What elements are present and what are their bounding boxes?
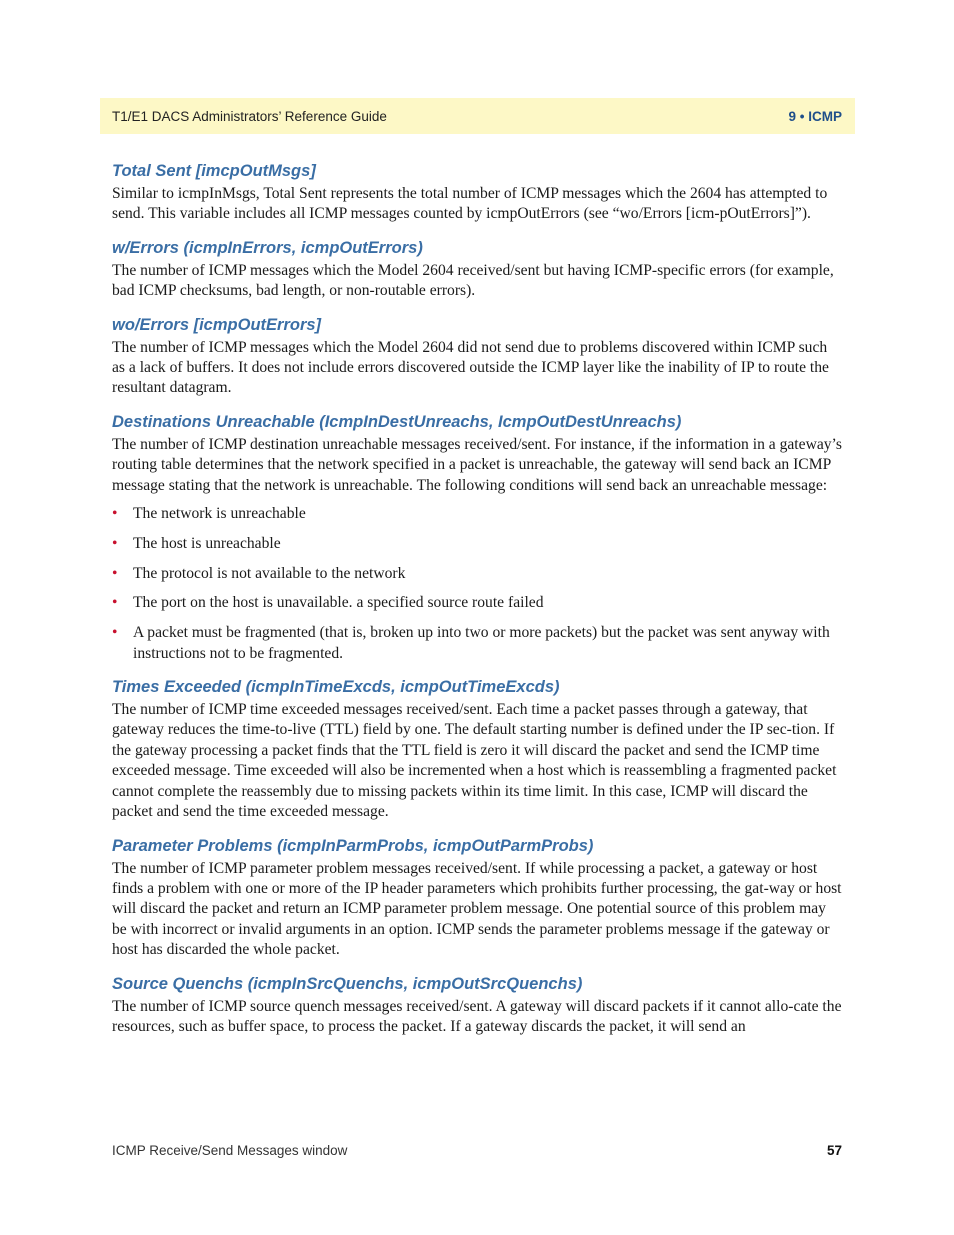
section-paragraph: The number of ICMP destination unreachable messages received/sent. For instance, if the information in a gateway’s routing table determines that the network specified in a packet is unreachable, the gateway will send back an ICMP message stating that the network is unreachable. The following conditions will send back an unreachable message:: [112, 435, 842, 494]
bullet-icon: •: [112, 624, 118, 642]
section-heading: w/Errors (icmpInErrors, icmpOutErrors): [112, 238, 423, 257]
section-paragraph: The number of ICMP messages which the Model 2604 did not send due to problems discovered within ICMP such as a lack of buffers. It does not include errors discovered outside the ICMP layer like the inability of IP to route the resultant datagram.: [112, 338, 829, 397]
section-heading: Times Exceeded (icmpInTimeExcds, icmpOutTimeExcds): [112, 678, 560, 697]
section-paragraph: The number of ICMP time exceeded messages received/sent. Each time a packet passes through a gateway, that gateway reduces the time-to-live (TTL) field by one. The default starting number is defined under the IP sec-tion. If the gateway processing a packet finds that the TTL field is zero it will discard the packet and send the ICMP time exceeded message. Time exceeded will also be incremented when a host which is reassembling a fragmented packet cannot complete the reassembly due to missing packets within its time limit. In this case, ICMP will discard the packet and send the time exceeded message.: [112, 701, 837, 821]
bullet-icon: •: [112, 594, 118, 612]
list-item: • The host is unreachable: [112, 534, 844, 554]
section-heading: Destinations Unreachable (IcmpInDestUnreachs, IcmpOutDestUnreachs): [112, 412, 682, 431]
section-with-errors: [112, 237, 844, 302]
section-heading: Source Quenchs (icmpInSrcQuenchs, icmpOutSrcQuenchs): [112, 974, 583, 993]
page-number: 57: [826, 1143, 842, 1158]
footer-section-title: ICMP Receive/Send Messages window: [112, 1143, 348, 1158]
document-title: T1/E1 DACS Administrators’ Reference Guide: [112, 108, 387, 124]
section-paragraph: The number of ICMP parameter problem messages received/sent. If while processing a packet, a gateway or host finds a problem with one or more of the IP header parameters which prohibits further processing, the gat-way or host will discard the packet and return an ICMP parameter problem message. One potential source of this problem may be with incorrect or invalid arguments in an option. ICMP sends the parameter problems message if the gateway or host has discarded the whole packet.: [112, 859, 842, 959]
bullet-list: [112, 504, 844, 664]
section-paragraph: The number of ICMP source quench messages received/sent. A gateway will discard packets if it cannot allo-cate the resources, such as buffer space, to process the packet. If a gateway discards the packet, it will send an: [112, 997, 842, 1035]
section-times-exceeded: [112, 676, 844, 822]
section-heading: Parameter Problems (icmpInParmProbs, icmpOutParmProbs): [112, 836, 594, 855]
running-footer: [112, 1143, 842, 1158]
list-item: • The protocol is not available to the network: [112, 564, 844, 584]
section-paragraph: The number of ICMP messages which the Model 2604 received/sent but having ICMP-specific errors (for example, bad ICMP checksums, bad length, or non-routable errors).: [112, 261, 834, 300]
list-item: • The port on the host is unavailable. a specified source route failed: [112, 593, 844, 613]
section-heading: Total Sent [imcpOutMsgs]: [112, 162, 316, 180]
section-paragraph: Similar to icmpInMsgs, Total Sent represents the total number of ICMP messages which the 2604 has attempted to send. This variable includes all ICMP messages counted by icmpOutErrors (see “wo/Errors [icm-pOutErrors]”).: [112, 185, 828, 223]
list-item: • A packet must be fragmented (that is, broken up into two or more packets) but the packet was sent anyway with instructions not to be fragmented.: [112, 624, 830, 662]
section-source-quenchs: [112, 973, 844, 1038]
section-destinations-unreachable: [112, 411, 844, 664]
bullet-icon: •: [112, 564, 118, 582]
page-content: [112, 160, 844, 1049]
bullet-icon: •: [112, 505, 118, 523]
section-heading: wo/Errors [icmpOutErrors]: [112, 315, 322, 334]
list-item: • The network is unreachable: [112, 504, 844, 524]
section-total-sent: [112, 160, 844, 225]
section-without-errors: [112, 314, 844, 399]
running-header: [100, 98, 855, 134]
bullet-icon: •: [112, 534, 118, 552]
chapter-label: 9 • ICMP: [788, 108, 842, 124]
section-parameter-problems: [112, 835, 844, 961]
